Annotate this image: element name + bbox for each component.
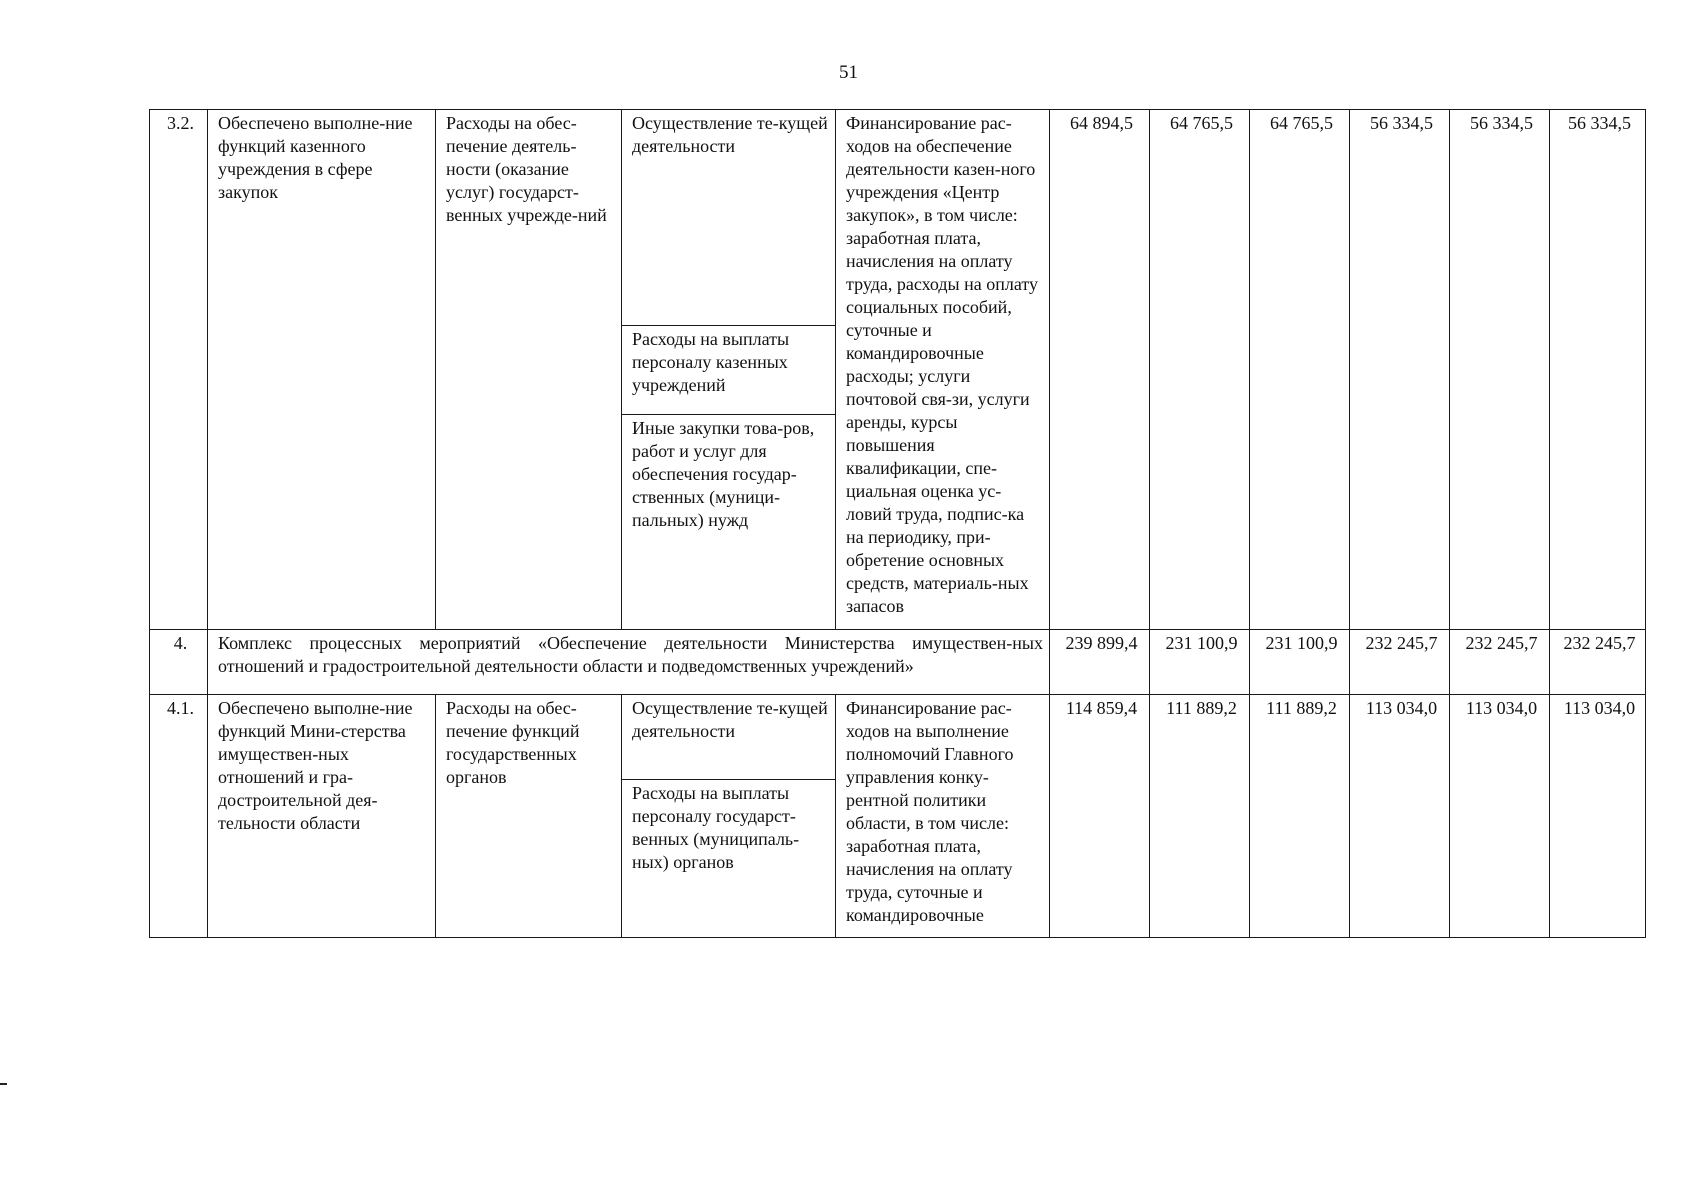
expense-type-cell: Расходы на обес-печение деятель-ности (оказание услуг) государст-венных учрежде-ний (436, 110, 622, 630)
value-cell: 56 334,5 (1350, 110, 1450, 630)
description-cell: Финансирование рас-ходов на выполнение полномочий Главного управления конку-рентной политики области, в том числе: заработная плата, начисления на оплату труда, суточные и командировочные (836, 695, 1050, 938)
value-cell: 113 034,0 (1350, 695, 1450, 938)
row-number-cell: 4.1. (150, 695, 208, 938)
value-cell: 239 899,4 (1050, 630, 1150, 695)
value-cell: 232 245,7 (1550, 630, 1646, 695)
description-cell: Финансирование рас-ходов на обеспечение деятельности казен-ного учреждения «Центр закупок», в том числе: заработная плата, начисления на оплату труда, расходы на оплату социальных пособий, суточные и командировочные расходы; услуги почтовой свя-зи, услуги аренды, курсы повышения квалификации, спе-циальная оценка ус-ловий труда, подпис-ка на периодику, при-обретение основных средств, материаль-ных запасов (836, 110, 1050, 630)
task-cell: Обеспечено выполне-ние функций Мини-стерства имуществен-ных отношений и гра-достроительной дея-тельности области (208, 695, 436, 938)
value-cell: 114 859,4 (1050, 695, 1150, 938)
value-cell: 56 334,5 (1450, 110, 1550, 630)
value-cell: 111 889,2 (1250, 695, 1350, 938)
value-cell: 232 245,7 (1450, 630, 1550, 695)
direction-cell: Расходы на выплаты персоналу государст-венных (муниципаль-ных) органов (622, 780, 836, 938)
scan-edge-mark (0, 1083, 7, 1085)
table-row (150, 630, 1646, 695)
page-number: 51 (839, 62, 858, 83)
table-row (150, 695, 1646, 780)
value-cell: 232 245,7 (1350, 630, 1450, 695)
row-number-cell: 4. (150, 630, 208, 695)
direction-cell: Осуществление те-кущей деятельности (622, 695, 836, 780)
value-cell: 111 889,2 (1150, 695, 1250, 938)
value-cell: 64 765,5 (1150, 110, 1250, 630)
value-cell: 64 894,5 (1050, 110, 1150, 630)
value-cell: 56 334,5 (1550, 110, 1646, 630)
value-cell: 113 034,0 (1550, 695, 1646, 938)
value-cell: 113 034,0 (1450, 695, 1550, 938)
budget-table (149, 109, 1646, 938)
value-cell: 231 100,9 (1150, 630, 1250, 695)
task-cell: Обеспечено выполне-ние функций казенного учреждения в сфере закупок (208, 110, 436, 630)
expense-type-cell: Расходы на обес-печение функций государственных органов (436, 695, 622, 938)
direction-cell: Иные закупки това-ров, работ и услуг для обеспечения государ-ственных (муници-пальных) нужд (622, 415, 836, 630)
direction-cell: Осуществление те-кущей деятельности (622, 110, 836, 326)
value-cell: 64 765,5 (1250, 110, 1350, 630)
value-cell: 231 100,9 (1250, 630, 1350, 695)
direction-cell: Расходы на выплаты персоналу казенных учреждений (622, 326, 836, 415)
program-title-cell: Комплекс процессных мероприятий «Обеспечение деятельности Министерства имуществен-ных отношений и градостроительной деятельности области и подведомственных учреждений» (208, 630, 1050, 695)
row-number-cell: 3.2. (150, 110, 208, 630)
table-row (150, 110, 1646, 326)
